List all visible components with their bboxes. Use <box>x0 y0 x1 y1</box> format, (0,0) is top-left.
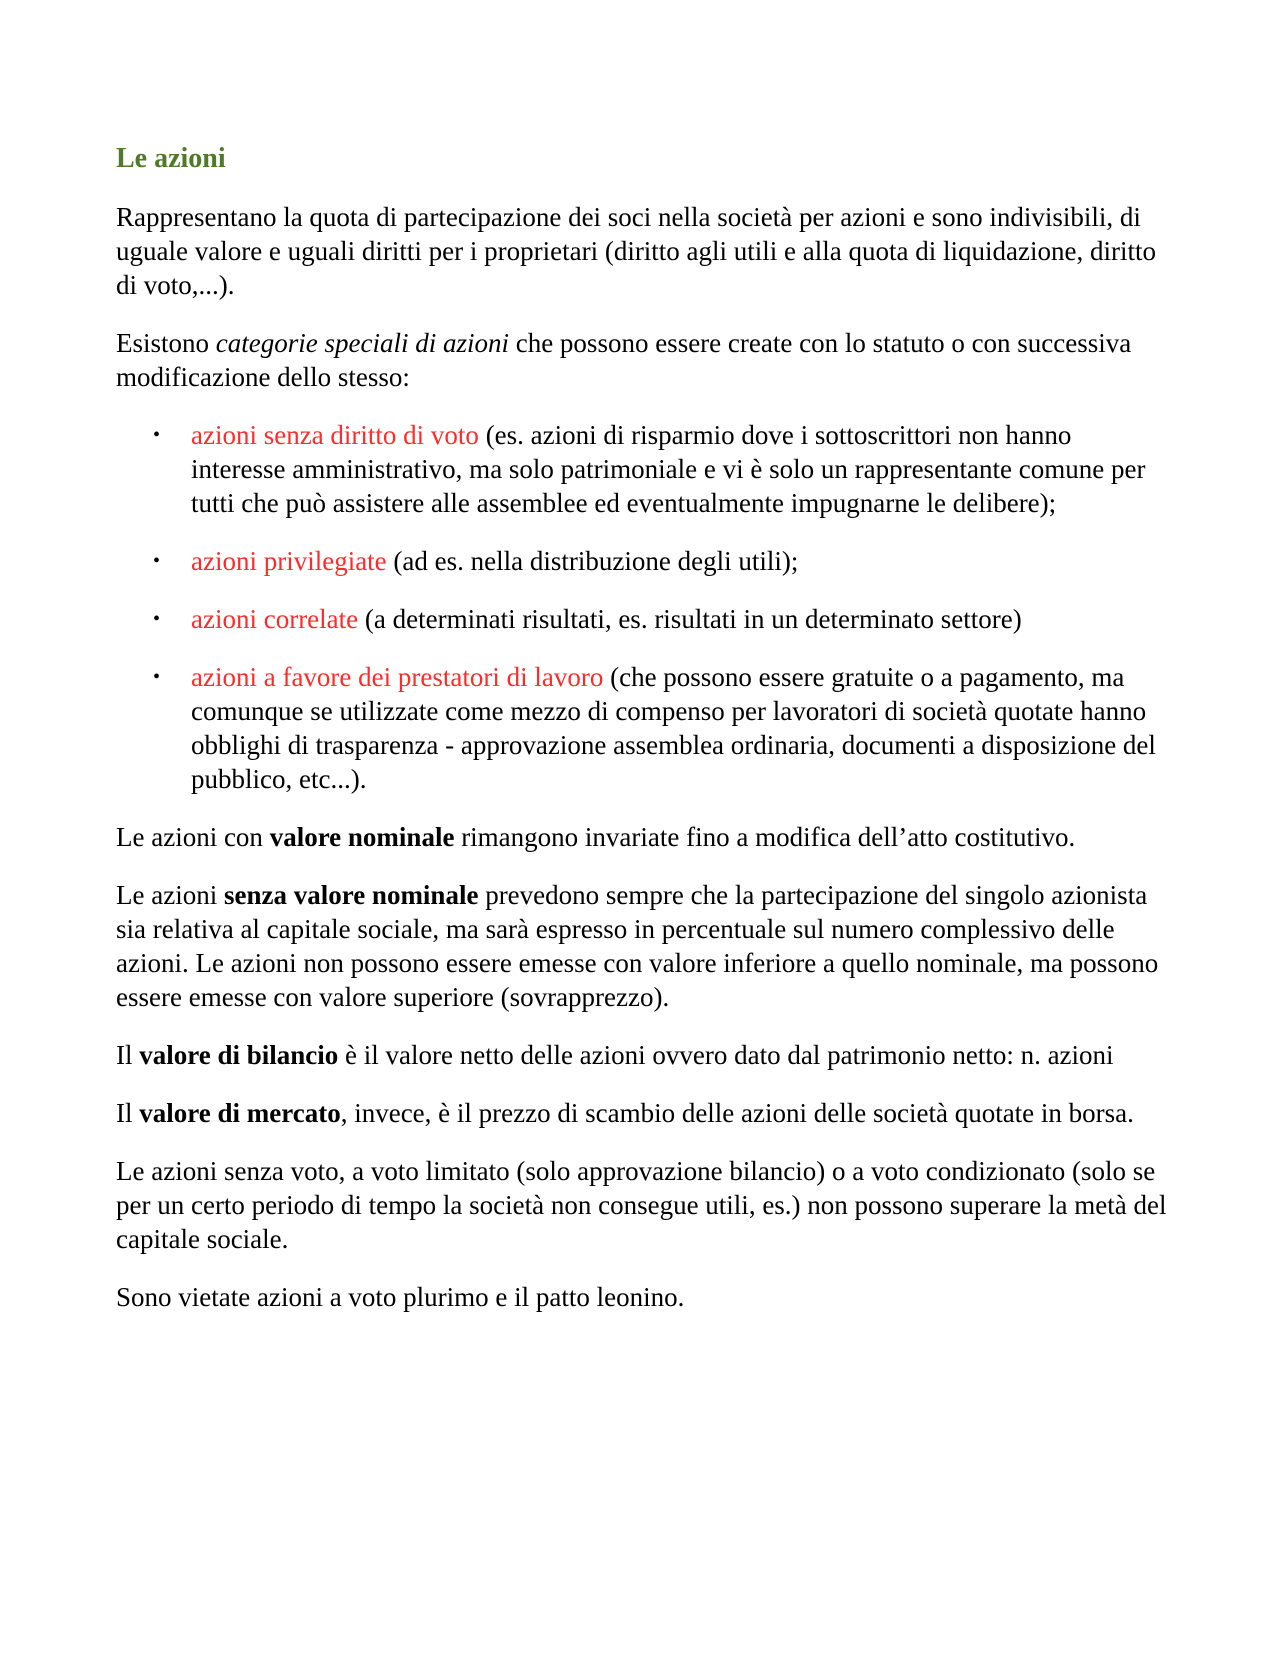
bullet-icon: • <box>153 550 161 572</box>
list-item-text: (a determinati risultati, es. risultati in un determinato settore) <box>358 604 1022 634</box>
balance-bold: valore di bilancio <box>139 1040 339 1070</box>
list-item <box>116 660 1170 796</box>
balance-paragraph <box>116 1038 1170 1072</box>
nominal-pre: Le azioni con <box>116 822 270 852</box>
list-item <box>116 418 1170 520</box>
market-pre: Il <box>116 1098 140 1128</box>
balance-pre: Il <box>116 1040 140 1070</box>
no-nominal-pre: Le azioni <box>116 880 224 910</box>
categories-pre: Esistono <box>116 328 216 358</box>
bullet-icon: • <box>153 666 161 688</box>
document-title: Le azioni <box>116 143 226 174</box>
limited-vote-paragraph: Le azioni senza voto, a voto limitato (solo approvazione bilancio) o a voto condizionato (solo se per un certo periodo di tempo la società non consegue utili, es.) non possono superare la metà del capitale sociale. <box>116 1156 1167 1254</box>
categories-paragraph <box>116 326 1170 394</box>
document-page <box>116 142 1170 1338</box>
categories-italic: categorie speciali di azioni <box>215 328 509 358</box>
categories-post: che possono essere create con lo statuto o con successiva modificazione dello stesso: <box>116 328 1132 392</box>
nominal-paragraph <box>116 820 1170 854</box>
list-item-term: azioni privilegiate <box>191 546 387 576</box>
bullet-icon: • <box>153 424 161 446</box>
categories-list <box>116 418 1170 796</box>
no-nominal-post: prevedono sempre che la partecipazione del singolo azionista sia relativa al capitale sociale, ma sarà espresso in percentuale sul numero complessivo delle azioni. Le azioni non possono essere emesse con valore inferiore a quello nominale, ma possono essere emesse con valore superiore (sovrapprezzo). <box>116 880 1159 1012</box>
market-bold: valore di mercato <box>139 1098 341 1128</box>
list-item <box>116 602 1170 636</box>
list-item <box>116 544 1170 578</box>
list-item-text: (ad es. nella distribuzione degli utili); <box>386 546 799 576</box>
list-item-term: azioni correlate <box>191 604 359 634</box>
list-item-term: azioni senza diritto di voto <box>191 420 479 450</box>
market-paragraph <box>116 1096 1170 1130</box>
nominal-bold: valore nominale <box>269 822 455 852</box>
nominal-post: rimangono invariate fino a modifica dell’atto costitutivo. <box>454 822 1076 852</box>
list-item-text: (es. azioni di risparmio dove i sottoscrittori non hanno interesse amministrativo, ma solo patrimoniale e vi è solo un rappresentante comune per tutti che può assistere alle assemblee ed eventualmente impugnarne le delibere); <box>191 420 1146 518</box>
list-item-term: azioni a favore dei prestatori di lavoro <box>191 662 604 692</box>
bullet-icon: • <box>153 608 161 630</box>
forbidden-paragraph: Sono vietate azioni a voto plurimo e il patto leonino. <box>116 1282 685 1312</box>
no-nominal-paragraph <box>116 878 1170 1014</box>
no-nominal-bold: senza valore nominale <box>223 880 479 910</box>
list-item-text: (che possono essere gratuite o a pagamento, ma comunque se utilizzate come mezzo di compenso per lavoratori di società quotate hanno obblighi di trasparenza - approvazione assemblea ordinaria, documenti a disposizione del pubblico, etc...). <box>191 662 1156 794</box>
balance-post: è il valore netto delle azioni ovvero dato dal patrimonio netto: n. azioni <box>338 1040 1114 1070</box>
intro-paragraph: Rappresentano la quota di partecipazione dei soci nella società per azioni e sono indivisibili, di uguale valore e uguali diritti per i proprietari (diritto agli utili e alla quota di liquidazione, diritto di voto,...). <box>116 202 1156 300</box>
market-post: , invece, è il prezzo di scambio delle azioni delle società quotate in borsa. <box>340 1098 1134 1128</box>
